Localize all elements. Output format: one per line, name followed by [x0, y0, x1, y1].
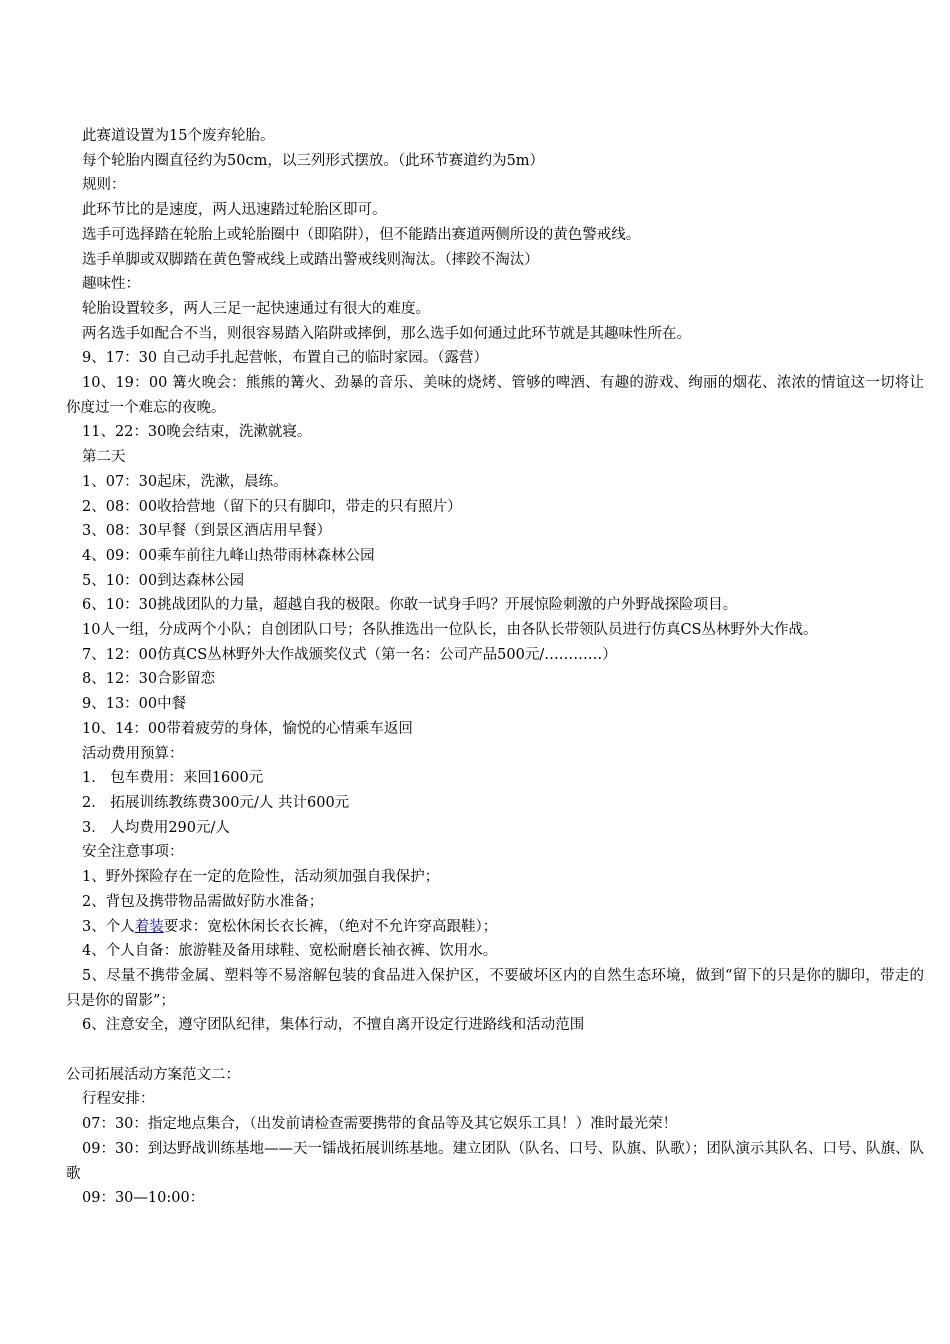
attire-text-after: 要求：宽松休闲长衣长裤，（绝对不允许穿高跟鞋）； [163, 918, 498, 935]
paragraph: 4、个人自备：旅游鞋及备用球鞋、宽松耐磨长袖衣裤、饮用水。 [82, 943, 498, 960]
paragraph: 3． 人均费用290元/人 [82, 819, 230, 836]
paragraph: 9、13：00中餐 [82, 696, 187, 713]
paragraph: 4、09：00乘车前往九峰山热带雨林森林公园 [82, 547, 375, 564]
blank-line [66, 1038, 924, 1063]
paragraph: 5、10：00到达森林公园 [82, 572, 245, 589]
paragraph: 9、17：30 自己动手扎起营帐，布置自己的临时家园。（露营） [82, 350, 488, 367]
paragraph: 活动费用预算： [82, 745, 184, 762]
paragraph: 第二天 [82, 449, 126, 466]
section-1 [66, 124, 924, 915]
paragraph: 10、14：00带着疲劳的身体，愉悦的心情乘车返回 [82, 720, 413, 737]
paragraph: 选手单脚或双脚踏在黄色警戒线上或踏出警戒线则淘汰。（摔跤不淘汰） [82, 251, 539, 268]
paragraph: 两名选手如配合不当，则很容易踏入陷阱或摔倒，那么选手如何通过此环节就是其趣味性所在。 [82, 325, 691, 342]
paragraph: 1、野外探险存在一定的危险性，活动须加强自我保护； [82, 869, 440, 886]
paragraph: 07：30：指定地点集合，（出发前请检查需要携带的食品等及其它娱乐工具！）准时最光荣！ [82, 1116, 678, 1133]
paragraph: 2、08：00收拾营地（留下的只有脚印，带走的只有照片） [82, 498, 462, 515]
paragraph: 6、10：30挑战团队的力量，超越自我的极限。你敢一试身手吗？开展惊险刺激的户外野战探险项目。 [82, 597, 738, 614]
paragraph: 5、尽量不携带金属、塑料等不易溶解包装的食品进入保护区，不要破坏区内的自然生态环境，做到“留下的只是你的脚印，带走的只是你的留影”； [66, 967, 924, 1009]
paragraph: 1． 包车费用：来回1600元 [82, 770, 264, 787]
paragraph: 09：30：到达野战训练基地——天一镭战拓展训练基地。建立团队（队名、口号、队旗、队歌）；团队演示其队名、口号、队旗、队歌 [66, 1140, 924, 1182]
section-1-continued [66, 939, 924, 1038]
paragraph: 安全注意事项： [82, 844, 184, 861]
paragraph: 2． 拓展训练教练费300元/人 共计600元 [82, 794, 350, 811]
paragraph: 此环节比的是速度，两人迅速踏过轮胎区即可。 [82, 202, 387, 219]
document-page [66, 124, 924, 1211]
paragraph: 趣味性： [82, 276, 140, 293]
paragraph: 11、22：30晚会结束，洗漱就寝。 [82, 424, 312, 441]
paragraph-attire-requirement [66, 915, 924, 940]
paragraph: 选手可选择踏在轮胎上或轮胎圈中（即陷阱），但不能踏出赛道两侧所设的黄色警戒线。 [82, 226, 641, 243]
paragraph: 每个轮胎内圈直径约为50cm，以三列形式摆放。（此环节赛道约为5m） [82, 152, 545, 169]
section-2 [66, 1087, 924, 1211]
attire-link[interactable]: 着装 [134, 918, 164, 935]
paragraph: 规则： [82, 177, 126, 194]
paragraph: 10人一组，分成两个小队；自创团队口号；各队推选出一位队长，由各队长带领队员进行仿真CS丛林野外大作战。 [82, 622, 818, 639]
paragraph: 轮胎设置较多，两人三足一起快速通过有很大的难度。 [82, 300, 430, 317]
paragraph: 此赛道设置为15个废弃轮胎。 [82, 128, 275, 144]
section-2-title: 公司拓展活动方案范文二： [66, 1066, 240, 1083]
paragraph: 3、08：30早餐（到景区酒店用早餐） [82, 523, 332, 540]
paragraph: 1、07：30起床，洗漱，晨练。 [82, 473, 288, 490]
paragraph: 行程安排： [82, 1091, 155, 1108]
paragraph: 6、注意安全，遵守团队纪律，集体行动，不擅自离开设定行进路线和活动范围 [82, 1017, 585, 1034]
paragraph: 8、12：30合影留恋 [82, 671, 216, 688]
paragraph: 10、19：00 篝火晚会：熊熊的篝火、劲暴的音乐、美味的烧烤、管够的啤酒、有趣的游戏、绚丽的烟花、浓浓的情谊这一切将让你度过一个难忘的夜晚。 [66, 375, 924, 416]
paragraph: 09：30—10:00： [82, 1190, 205, 1207]
paragraph: 7、12：00仿真CS丛林野外大作战颁奖仪式（第一名：公司产品500元/…………） [82, 646, 617, 663]
attire-text-before: 3、个人 [82, 918, 135, 935]
paragraph: 2、背包及携带物品需做好防水准备； [82, 893, 324, 910]
